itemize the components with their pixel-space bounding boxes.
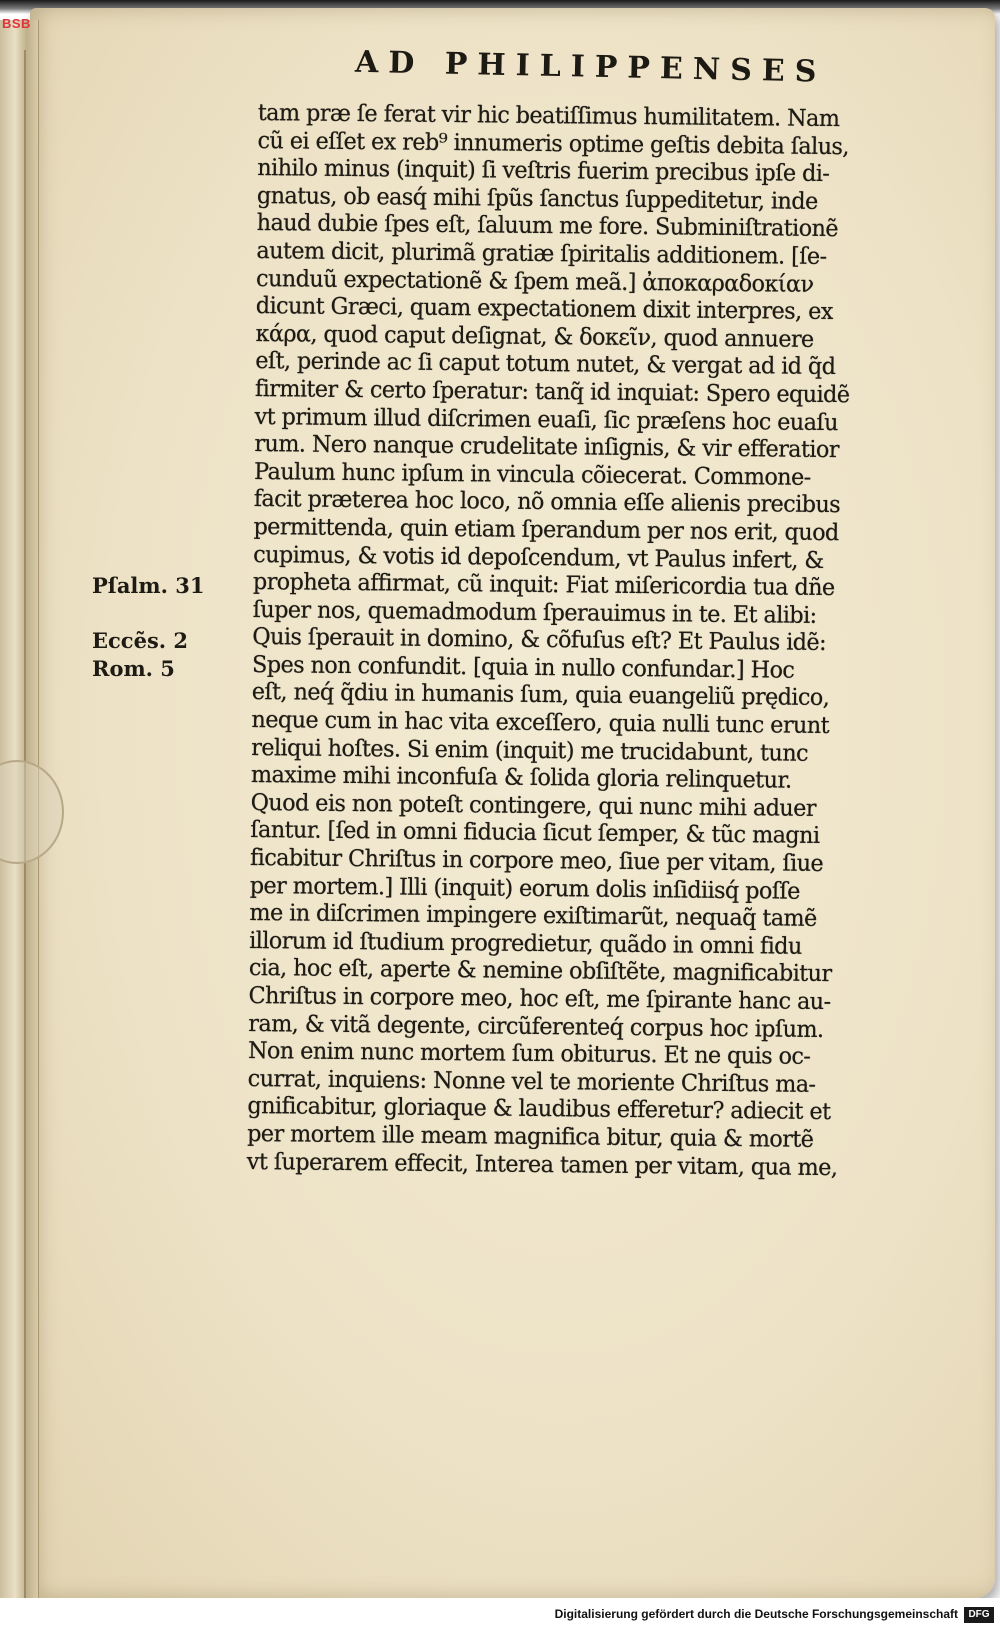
text-line: me in diſcrimen impingere exiſtimarũt, nequaq̃ tamẽ [249,900,817,933]
text-line: eſt, neq́ q̃diu in humanis ſum, quia euangeliũ prędico, [251,679,830,712]
text-line: permittenda, quin etiam ſperandum per nos erit, quod [253,513,839,547]
text-line: facit præterea hoc loco, nõ omnia eſſe alienis precibus [253,486,841,519]
text-line: cunduũ expectationẽ & ſpem meã.] ἀποκαραδοκίαν [255,265,814,298]
text-line: Quod eis non poteſt contingere, qui nunc mihi aduer [250,789,817,822]
text-line: Non enim nunc mortem ſum obiturus. Et ne quis oc- [247,1038,811,1071]
book-page [30,8,995,1598]
text-line: per mortem ille meam magnifica bitur, quia & mortẽ [247,1120,814,1153]
text-line: gnificabitur, gloriaque & laudibus efferetur? adiecit et [247,1093,831,1126]
bsb-watermark: BSB [2,16,31,31]
text-line: Paulum hunc ipſum in vincula cõiecerat. Commone- [253,458,811,491]
text-line: maxime mihi inconfuſa & ſolida gloria relinquetur. [250,762,792,794]
text-line: per mortem.] Illi (inquit) eorum dolis inſidiisq́ poſſe [249,872,800,905]
text-line: eſt, perinde ac ſi caput totum nutet, & vergat ad id q̃d [255,348,836,381]
text-line: gnatus, ob easq́ mihi ſpũs ſanctus ſuppeditetur, inde [256,182,818,215]
text-line: cũ ei eſſet ex reb⁹ innumeris optime geſtis debita ſalus, [257,127,850,160]
footer-bar [0,1598,1000,1630]
margin-note: Eccẽs. 2 [92,628,188,654]
text-line: ficabitur Chriſtus in corpore meo, ſiue per vitam, ſiue [249,844,824,877]
margin-note: Pſalm. 31 [92,573,205,599]
text-line: κάρα, quod caput deſignat, & δοκεῖν, quod annuere [255,320,814,353]
dfg-logo: DFG [964,1607,994,1623]
text-line: nihilo minus (inquit) ſi veſtris fuerim precibus ipſe di- [257,155,830,188]
text-line: reliqui hoſtes. Si enim (inquit) me trucidabunt, tunc [251,734,809,767]
text-line: ſantur. [ſed in omni fiducia ſicut ſemper, & tũc magni [250,817,820,850]
text-line: ram, & vitã degente, circũferenteq́ corpus hoc ipſum. [248,1010,824,1043]
text-line: currat, inquiens: Nonne vel te moriente Chriſtus ma- [247,1065,816,1098]
body-text [247,100,938,1183]
running-header: AD PHILIPPENSES [354,44,827,90]
text-line: firmiter & certo ſperatur: tanq̃ id inquiat: Spero equidẽ [254,375,850,409]
text-line: dicunt Græci, quam expectationem dixit interpres, ex [255,293,833,326]
text-line: rum. Nero nanque crudelitate inſignis, & vir efferatior [254,431,840,464]
text-line: vt primum illud diſcrimen euaſi, ſic præſens hoc euaſu [254,403,839,436]
funding-credit: Digitalisierung gefördert durch die Deutsche Forschungsgemeinschaft [554,1607,958,1621]
text-line: illorum id ſtudium progredietur, quãdo in omni fidu [249,927,802,960]
text-line: tam præ ſe ferat vir hic beatiſſimus humilitatem. Nam [257,100,840,133]
text-line: cupimus, & votis id depoſcendum, vt Paulus infert, & [253,541,824,574]
text-line: Spes non confundit. [quia in nullo confundar.] Hoc [251,651,795,684]
text-line: ſuper nos, quemadmodum ſperauimus in te. Et alibi: [252,596,817,629]
text-line: vt ſuperarem effecit, Interea tamen per vitam, qua me, [246,1148,838,1181]
text-line: cia, hoc eſt, aperte & nemine obſiſtẽte, magnificabitur [248,955,832,988]
margin-note: Rom. 5 [92,656,175,681]
text-line: propheta affirmat, cũ inquit: Fiat miſericordia tua dñe [252,569,835,602]
text-line: haud dubie ſpes eſt, ſaluum me fore. Subminiſtrationẽ [256,210,839,243]
text-line: Chriſtus in corpore meo, hoc eſt, me ſpirante hanc au- [248,982,831,1016]
text-line: Quis ſperauit in domino, & cõfuſus eſt? Et Paulus idẽ: [252,624,827,657]
text-line: neque cum in hac vita exceſſero, quia nulli tunc erunt [251,707,830,740]
text-line: autem dicit, plurimã gratiæ ſpiritalis additionem. [ſe- [256,237,827,270]
